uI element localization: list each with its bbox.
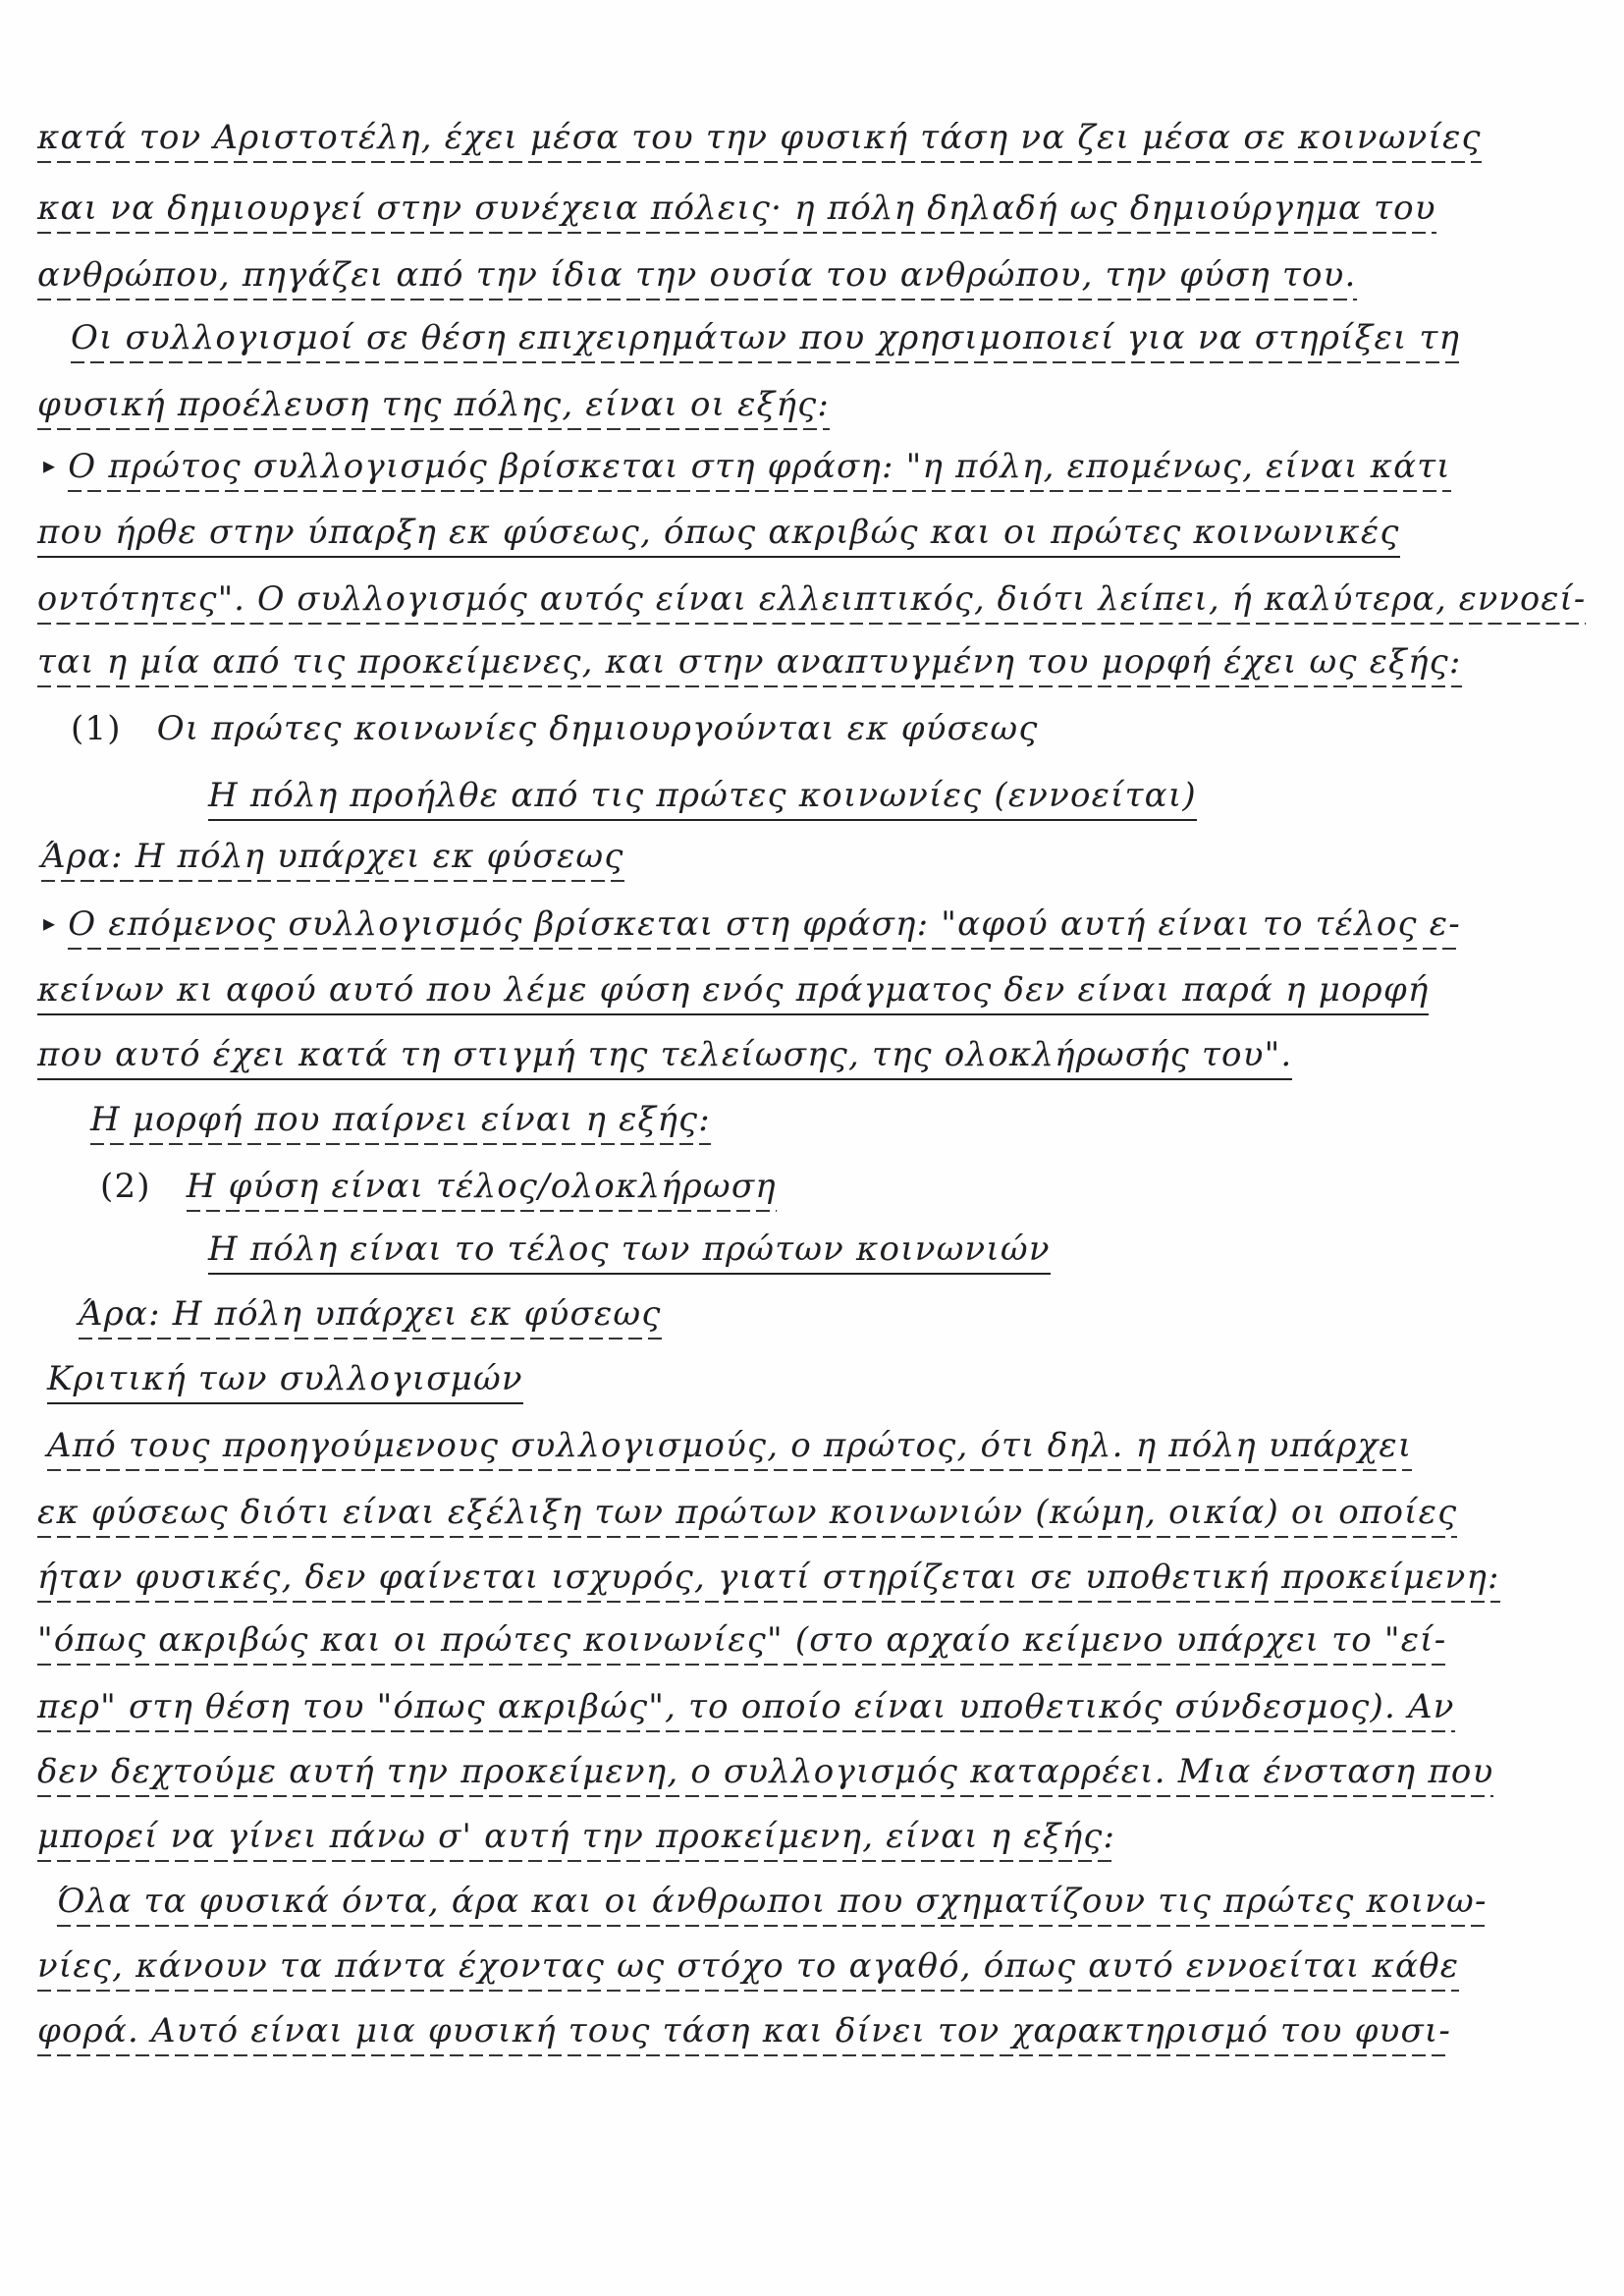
- text-line: [37, 511, 1400, 558]
- text-line: [37, 383, 830, 430]
- text-line-content: ανθρώπου, πηγάζει από την ίδια την ουσία του ανθρώπου, την φύση του.: [37, 253, 1357, 301]
- text-line: [208, 774, 1197, 821]
- text-line-content: ται η μία από τις προκείμενες, και στην αναπτυγμένη του μορφή έχει ως εξής:: [37, 640, 1462, 687]
- text-line: [37, 1033, 1292, 1080]
- text-line-content: Η μορφή που παίρνει είναι η εξής:: [90, 1098, 711, 1145]
- text-line-content: ήταν φυσικές, δεν φαίνεται ισχυρός, γιατί στηρίζεται σε υποθετική προκείμενη:: [37, 1556, 1500, 1603]
- premise-number: (2): [100, 1167, 151, 1206]
- text-line: [37, 1815, 1115, 1862]
- text-line-content: Ο επόμενος συλλογισμός βρίσκεται στη φράση: "αφού αυτή είναι το τέλος ε-: [68, 902, 1461, 950]
- text-line-content: εκ φύσεως διότι είναι εξέλιξη των πρώτων κοινωνιών (κώμη, οικία) οι οποίες: [37, 1491, 1457, 1538]
- bullet-arrow-icon: ▸: [43, 452, 57, 479]
- text-line: [37, 1944, 1459, 1992]
- text-line: [37, 1491, 1457, 1538]
- text-line: [47, 1424, 1412, 1471]
- text-line: [208, 1228, 1051, 1275]
- text-line: [79, 1292, 662, 1339]
- text-line-content: φυσική προέλευση της πόλης, είναι οι εξής:: [37, 383, 830, 430]
- text-line-content: Οι πρώτες κοινωνίες δημιουργούνται εκ φύσεως: [156, 709, 1039, 748]
- text-line-content: που αυτό έχει κατά τη στιγμή της τελείωσης, της ολοκλήρωσής του".: [37, 1033, 1292, 1080]
- text-line-content: Οι συλλογισμοί σε θέση επιχειρημάτων που χρησιμοποιεί για να στηρίξει τη: [71, 316, 1460, 363]
- premise-number: (1): [71, 709, 122, 748]
- text-line: [71, 707, 1039, 750]
- text-line-content: Άρα: Η πόλη υπάρχει εκ φύσεως: [41, 835, 624, 882]
- text-line-content: Από τους προηγούμενους συλλογισμούς, ο πρώτος, ότι δηλ. η πόλη υπάρχει: [47, 1424, 1412, 1471]
- text-line: [37, 1750, 1493, 1797]
- text-line-content: Η πόλη προήλθε από τις πρώτες κοινωνίες (εννοείται): [208, 774, 1197, 821]
- text-line-content: περ" στη θέση του "όπως ακριβώς", το οποίο είναι υποθετικός σύνδεσμος). Αν: [37, 1685, 1455, 1732]
- text-line-content: φορά. Αυτό είναι μια φυσική τους τάση και δίνει τον χαρακτηρισμό του φυσι-: [37, 2009, 1451, 2056]
- text-line: [100, 1165, 777, 1212]
- text-line: [37, 1556, 1500, 1603]
- text-line: [43, 444, 1451, 492]
- text-line-content: Η φύση είναι τέλος/ολοκλήρωση: [187, 1165, 777, 1212]
- text-line: [37, 577, 1586, 625]
- text-line: [43, 902, 1461, 950]
- text-line-content: δεν δεχτούμε αυτή την προκείμενη, ο συλλογισμός καταρρέει. Μια ένσταση που: [37, 1750, 1493, 1797]
- text-line-content: Άρα: Η πόλη υπάρχει εκ φύσεως: [79, 1292, 662, 1339]
- text-line-content: Ο πρώτος συλλογισμός βρίσκεται στη φράση: "η πόλη, επομένως, είναι κάτι: [68, 445, 1451, 492]
- text-line: [37, 2009, 1451, 2056]
- text-line-content: που ήρθε στην ύπαρξη εκ φύσεως, όπως ακριβώς και οι πρώτες κοινωνικές: [37, 511, 1400, 558]
- text-line-content: και να δημιουργεί στην συνέχεια πόλεις· η πόλη δηλαδή ως δημιούργημα του: [37, 187, 1436, 234]
- text-line: [90, 1098, 711, 1145]
- text-line: [37, 1618, 1446, 1666]
- text-line: [47, 1357, 523, 1404]
- text-line-content: μπορεί να γίνει πάνω σ' αυτή την προκείμενη, είναι η εξής:: [37, 1815, 1115, 1862]
- text-line: [37, 253, 1357, 301]
- text-line: [57, 1880, 1488, 1927]
- text-line: [37, 187, 1436, 234]
- text-line-content: κείνων κι αφού αυτό που λέμε φύση ενός πράγματος δεν είναι παρά η μορφή: [37, 968, 1429, 1015]
- text-line-content: κατά τον Αριστοτέλη, έχει μέσα του την φυσική τάση να ζει μέσα σε κοινωνίες: [37, 116, 1482, 163]
- text-line: [37, 1685, 1455, 1732]
- section-heading: Κριτική των συλλογισμών: [47, 1357, 523, 1404]
- text-line-content: οντότητες". Ο συλλογισμός αυτός είναι ελλειπτικός, διότι λείπει, ή καλύτερα, εννοεί-: [37, 577, 1586, 625]
- text-line-content: Η πόλη είναι το τέλος των πρώτων κοινωνιών: [208, 1228, 1051, 1275]
- bullet-arrow-icon: ▸: [43, 909, 57, 937]
- text-line: [37, 116, 1482, 163]
- text-line-content: "όπως ακριβώς και οι πρώτες κοινωνίες" (στο αρχαίο κείμενο υπάρχει το "εί-: [37, 1618, 1446, 1666]
- text-line: [37, 640, 1462, 687]
- text-line: [71, 316, 1460, 363]
- text-line-content: νίες, κάνουν τα πάντα έχοντας ως στόχο το αγαθό, όπως αυτό εννοείται κάθε: [37, 1944, 1459, 1992]
- text-line-content: Όλα τα φυσικά όντα, άρα και οι άνθρωποι που σχηματίζουν τις πρώτες κοινω-: [57, 1880, 1488, 1927]
- text-line: [41, 835, 624, 882]
- text-line: [37, 968, 1429, 1015]
